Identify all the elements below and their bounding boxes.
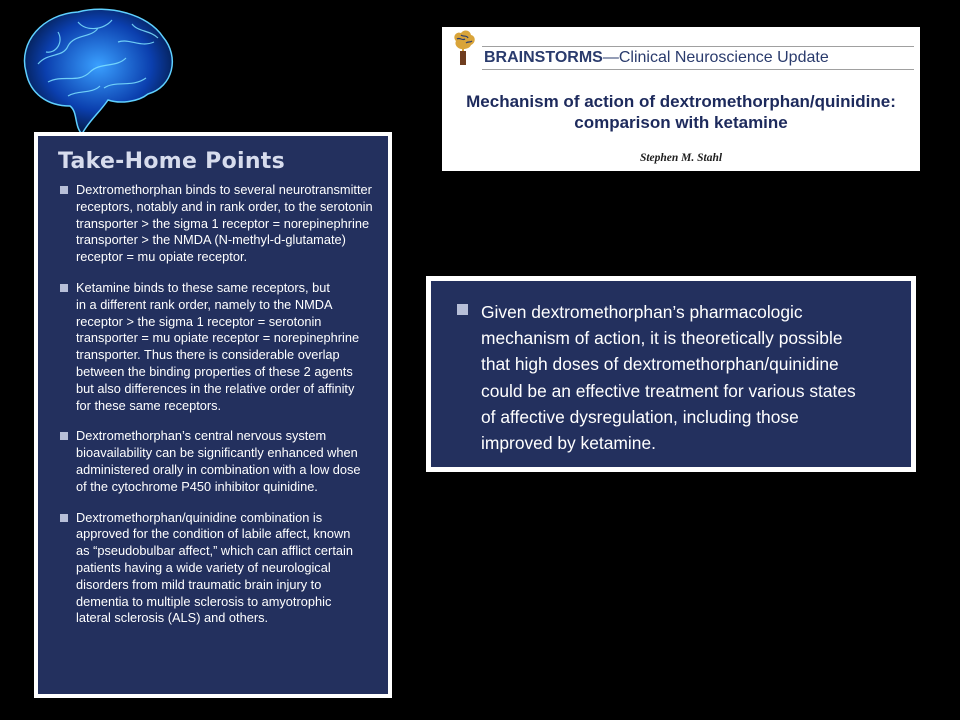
take-home-point [58, 182, 388, 266]
brain-tree-logo-icon [448, 27, 478, 67]
article-header-card [442, 27, 920, 171]
square-bullet-icon [60, 284, 68, 292]
square-bullet-icon [60, 432, 68, 440]
take-home-point [58, 280, 388, 414]
take-home-points-panel [34, 132, 392, 698]
glowing-brain-icon [8, 2, 180, 138]
article-author: Stephen M. Stahl [639, 152, 723, 164]
header-rule-top [482, 46, 914, 47]
brand-subtitle: —Clinical Neuroscience Update [602, 49, 829, 66]
point-text: Dextromethorphan’s central nervous system bioavailability can be significantly enhanced when administered orally in combination with a low dose of the cytochrome P450 inhibitor quinidine. [76, 428, 361, 494]
point-text: Ketamine binds to these same receptors, but in a different rank order, namely to the NMDA receptor > the sigma 1 receptor = serotonin transporter = mu opiate receptor = norepinephrine transporter. Thus there is considerable overlap between the binding properties of these 2 agents but also differences in the relative order of affinity for these same receptors. [76, 279, 360, 413]
take-home-point [58, 428, 388, 495]
brand-name: BRAINSTORMS [484, 49, 603, 66]
conclusion-note-box [426, 276, 916, 472]
take-home-point [58, 510, 388, 628]
article-title: Mechanism of action of dextromethorphan/quinidine: comparison with ketamine [466, 92, 896, 132]
header-rule-bottom [482, 69, 914, 70]
square-bullet-icon [457, 304, 468, 315]
point-text: Dextromethorphan/quinidine combination is approved for the condition of labile affect, known as “pseudobulbar affect,” which can afflict certain patients having a wide variety of neurological disorders from mild traumatic brain injury to dementia to multiple sclerosis to amyotrophic lateral sclerosis (ALS) and others. [76, 509, 353, 626]
note-text: Given dextromethorphan’s pharmacologic mechanism of action, it is theoretically possible that high doses of dextromethorphan/quinidine could be an effective treatment for various states of affective dysregulation, including those improved by ketamine. [481, 302, 856, 454]
square-bullet-icon [60, 186, 68, 194]
take-home-heading: Take-Home Points [58, 149, 285, 174]
square-bullet-icon [60, 514, 68, 522]
brand-line [484, 49, 829, 67]
point-text: Dextromethorphan binds to several neurotransmitter receptors, notably and in rank order, to the serotonin transporter > the sigma 1 receptor = norepinephrine transporter > the NMDA (N-methyl-d-glutamate) receptor = mu opiate receptor. [76, 182, 373, 265]
